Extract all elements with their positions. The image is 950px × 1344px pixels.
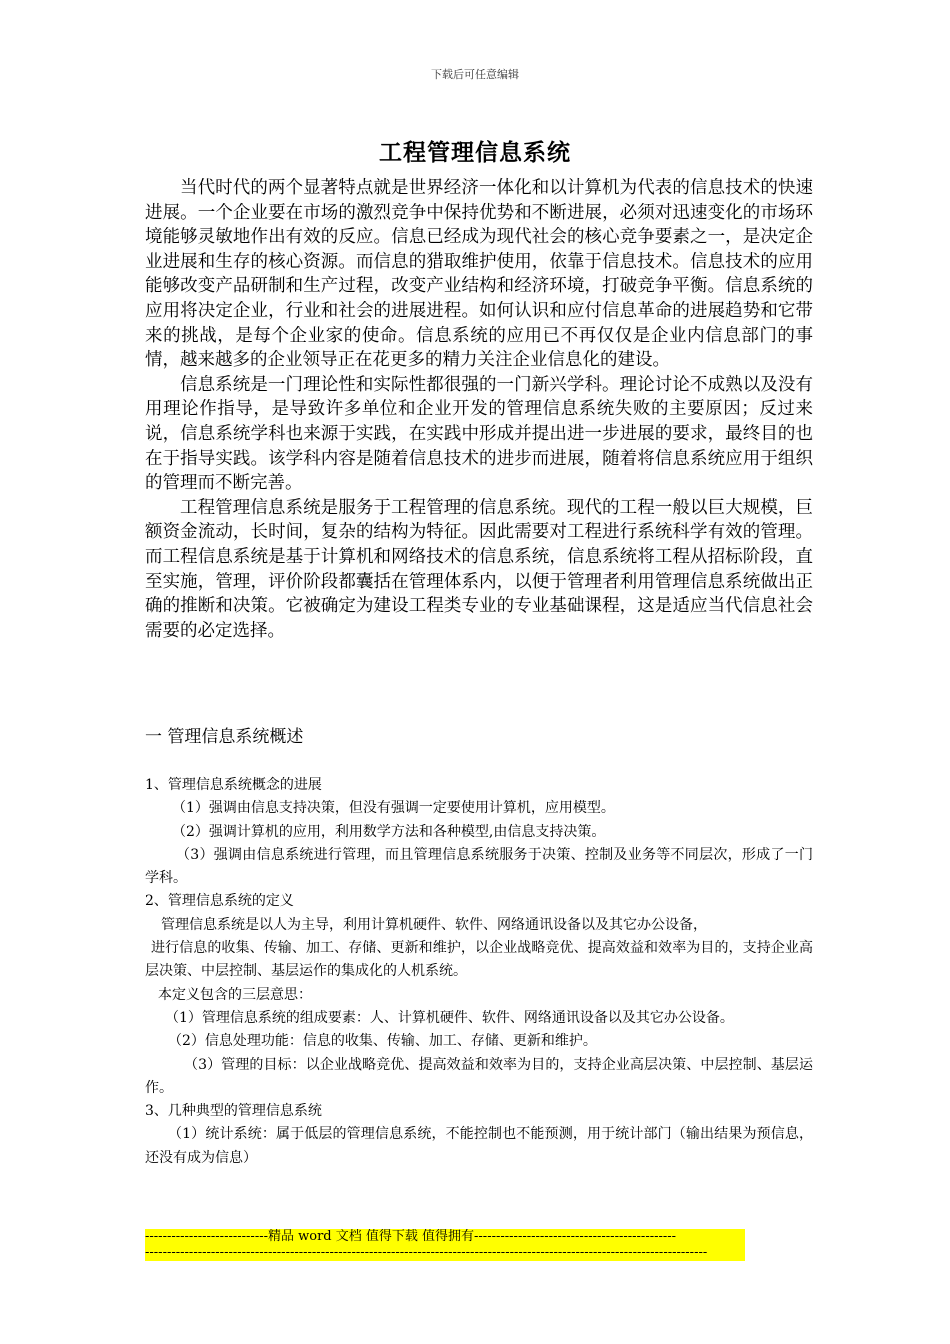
outline-item: （1）管理信息系统的组成要素：人、计算机硬件、软件、网络通讯设备以及其它办公设备。: [165, 1009, 734, 1026]
section-heading: 一 管理信息系统概述: [145, 727, 304, 747]
outline-section: [145, 774, 813, 1170]
definition-note: 本定义包含的三层意思：: [158, 986, 312, 1003]
intro-paragraph: 工程管理信息系统是服务于工程管理的信息系统。现代的工程一般以巨大规模，巨额资金流动，长时间，复杂的结构为特征。因此需要对工程进行系统科学有效的管理。而工程信息系统是基于计算机和网络技术的信息系统，信息系统将工程从招标阶段，直至实施，管理，评价阶段都囊括在管理体系内，以便于管理者利用管理信息系统做出正确的推断和决策。它被确定为建设工程类专业的专业基础课程，这是适应当代信息社会需要的必定选择。: [145, 497, 813, 641]
footer-line: --------------------------------------------------------------------------------------------------------------------------------: [145, 1245, 745, 1261]
outline-heading: 3、几种典型的管理信息系统: [145, 1103, 322, 1120]
definition-text: 进行信息的收集、传输、加工、存储、更新和维护，以企业战略竞优、提高效益和效率为目的，支持企业高层决策、中层控制、基层运作的集成化的人机系统。: [145, 940, 813, 980]
outline-heading: 2、管理信息系统的定义: [145, 893, 294, 910]
outline-heading: 1、管理信息系统概念的进展: [145, 777, 322, 793]
outline-item: （2）强调计算机的应用，利用数学方法和各种模型,由信息支持决策。: [172, 823, 606, 840]
outline-item: （3）管理的目标：以企业战略竞优、提高效益和效率为目的，支持企业高层决策、中层控制、基层运作。: [145, 1056, 813, 1096]
page-header-note: 下载后可任意编辑: [431, 68, 519, 81]
outline-item: （1）统计系统：属于低层的管理信息系统，不能控制也不能预测，用于统计部门（输出结果为预信息，还没有成为信息）: [145, 1126, 813, 1166]
intro-section: [145, 176, 813, 643]
document-title: 工程管理信息系统: [379, 139, 571, 166]
definition-text: 管理信息系统是以人为主导，利用计算机硬件、软件、网络通讯设备以及其它办公设备，: [161, 916, 707, 933]
outline-item: （2）信息处理功能：信息的收集、传输、加工、存储、更新和维护。: [168, 1033, 597, 1050]
outline-item: （1）强调由信息支持决策，但没有强调一定要使用计算机，应用模型。: [172, 800, 615, 817]
footer-line: ----------------------------精品 word 文档 值得下载 值得拥有----------------------------------------------: [145, 1229, 745, 1245]
intro-paragraph: 信息系统是一门理论性和实际性都很强的一门新兴学科。理论讨论不成熟以及没有用理论作指导，是导致许多单位和企业开发的管理信息系统失败的主要原因；反过来说，信息系统学科也来源于实践，在实践中形成并提出进一步进展的要求，最终目的也在于指导实践。该学科内容是随着信息技术的进步而进展，随着将信息系统应用于组织的管理而不断完善。: [145, 374, 813, 494]
intro-paragraph: 当代时代的两个显著特点就是世界经济一体化和以计算机为代表的信息技术的快速进展。一个企业要在市场的激烈竞争中保持优势和不断进展，必须对迅速变化的市场环境能够灵敏地作出有效的反应。信息已经成为现代社会的核心竞争要素之一，是决定企业进展和生存的核心资源。而信息的猎取维护使用，依靠于信息技术。信息技术的应用能够改变产品研制和生产过程，改变产业结构和经济环境，打破竞争平衡。信息系统的应用将决定企业，行业和社会的进展进程。如何认识和应付信息革命的进展趋势和它带来的挑战，是每个企业家的使命。信息系统的应用已不再仅仅是企业内信息部门的事情，越来越多的企业领导正在花更多的精力关注企业信息化的建设。: [145, 178, 813, 371]
footer-banner: [145, 1229, 745, 1261]
outline-item: （3）强调由信息系统进行管理，而且管理信息系统服务于决策、控制及业务等不同层次，形成了一门学科。: [145, 846, 813, 887]
